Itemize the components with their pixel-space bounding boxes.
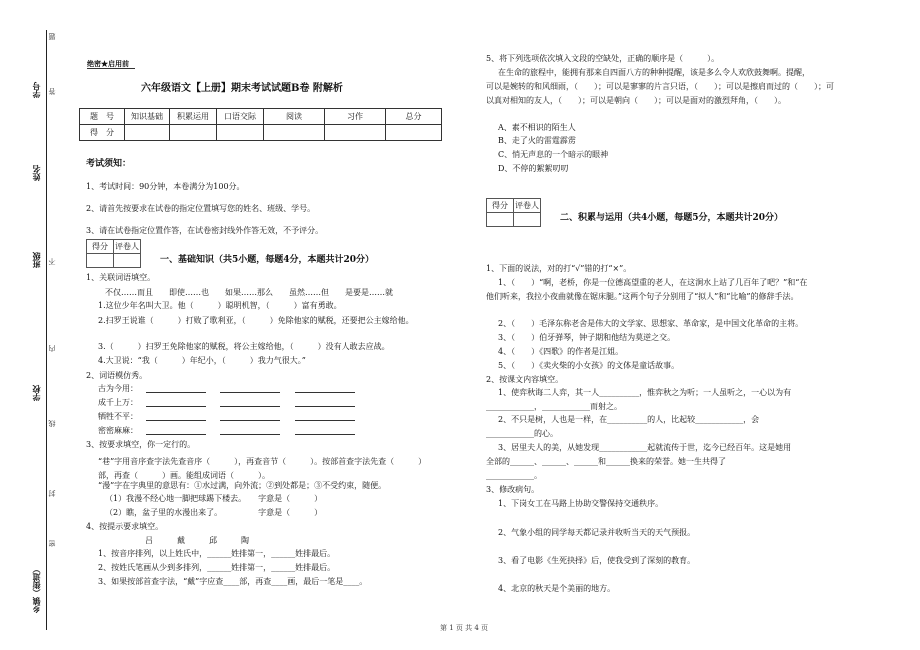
answer-blank [146,406,206,407]
page-footer: 第 1 页 共 4 页 [440,624,489,632]
answer-blank [146,434,206,435]
s2-line: ____________的心。 [486,429,558,438]
margin-mark-2: 答 [48,88,56,95]
s2-line: 3、（ ）伯牙弹琴，钟子期和他结为莫逆之交。 [498,333,676,342]
s1-line: 牺牲不平： [98,412,138,421]
notice-item: 3、请在试卷指定位置作答，在试卷密封线外作答无效，不予评分。 [86,226,324,235]
s2-line: 2、（ ）毛泽东称老舍是伟大的文学家、思想家、革命家，是中国文化革命的主将。 [498,319,804,328]
s2-line: 2、不只是树，人也是一样，在__________的人，比起较____________，会 [498,415,760,424]
s1-line: 4.大卫说：“我（ ）年纪小，（ ）我力气很大。” [98,356,306,365]
score-table-header-row [80,109,442,125]
option-b: B、走了火的雷霆霹雳 [498,136,576,145]
score-table-score-row [80,125,442,141]
score-cell [125,125,170,141]
scorer-score-label: 得分 [87,240,114,254]
margin-label-class: 班级 [31,252,41,268]
s1-line: 1.这位少年名叫大卫。他（ ）聪明机智，（ ）富有勇敢。 [98,301,342,310]
score-header-cell: 总分 [386,109,442,125]
s2-line: 1、下岗女工在马路上协助交警保持交通秩序。 [498,499,664,508]
score-cell [386,125,442,141]
s2-line: 4、北京的秋天是个美丽的地方。 [498,584,616,593]
answer-blank [220,420,280,421]
s1-line: 不仅……而且 即使……也 如果……那么 虽然……但 是要是……就 [105,288,393,297]
answer-blank [220,434,280,435]
page-title: 六年级语文【上册】期末考试试题B卷 附解析 [141,83,343,94]
s1-line: 1、关联词语填空。 [86,273,156,282]
s1-line: 2、词语模仿秀。 [86,371,148,380]
s2-line: 3、居里夫人的美，从她发现____________起就流传于世，迄今已经百年。这是她用 [498,443,792,452]
score-header-cell: 习作 [325,109,386,125]
scorer-score-cell [87,254,114,268]
scorer-reviewer-label: 评卷人 [514,199,541,213]
s2-line: 1、使弈秋诲二人弈，其一人__________，惟弈秋之为听；一人虽听之，一心以为有 [498,388,792,397]
scorer-box-section1 [86,239,141,268]
s2-line: 3、看了电影《生死抉择》后，使我受到了深刻的教育。 [498,556,696,565]
s2-line: ____________。 [486,471,542,480]
margin-mark-4: 内 [48,345,56,352]
s1-line: 2、按姓氏笔画从少到多排列，______姓排第一，______姓排最后。 [98,563,336,572]
answer-blank [295,392,355,393]
answer-blank [220,392,280,393]
margin-mark-5: 线 [48,420,56,427]
scorer-score-cell [487,213,514,227]
s1-line: 2.扫罗王说谁（ ）打败了歌利亚，（ ）免除他家的赋税，还要把公主嫁给他。 [98,316,414,325]
s2-line: 1、下面的说法，对的打“√”错的打“×”。 [486,264,632,273]
s1-line: “巷”字用音序查字法先查音序（ ），再查音节（ ）。按部首查字法先查（ ）部，再查（ ）画。能组成词语（ ）。 [98,457,427,480]
s1-line: 古为今用： [98,384,138,393]
notice-item: 1、考试时间：90分钟，本卷满分为100分。 [86,182,245,191]
margin-label-name: 姓名 [31,165,41,181]
option-a: A、素不相识的陌生人 [498,123,576,132]
secret-underline [87,68,135,69]
margin-mark-1: 题 [48,33,56,40]
notice-item: 2、请首先按要求在试卷的指定位置填写您的姓名、班级、学号。 [86,204,316,213]
margin-label-student-id: 学号 [31,82,41,98]
answer-blank [295,406,355,407]
s2-line: 5、（ ）《卖火柴的小女孩》的文体是童话故事。 [498,361,680,370]
score-header-cell: 口语交际 [217,109,264,125]
s2-line: 全部的______、______、______和______换来的荣誉。她一生共得了 [486,457,726,466]
score-cell [325,125,386,141]
s1-line: “漫”字在字典里的意思有：①水过满，向外流；②到处都是；③不受约束，随便。 [98,481,387,490]
s1-line: 3、如果按部首查字法，“戴”字应查____部，再查____画，最后一笔是____。 [98,577,368,586]
passage-line: 可以是婉转的和风细雨，（ ）；可以是寥寥的片言只语，（ ）；可以是擦肩而过的（ ）；可 [486,82,834,91]
secret-label: 绝密★启用前 [87,59,129,68]
section1-title: 一、基础知识（共5小题，每题4分，本题共计20分） [160,255,375,265]
s1-line: 密密麻麻： [98,426,138,435]
s1-line: 1、按音序排列，以上姓氏中，______姓排第一，______姓排最后。 [98,549,336,558]
option-c: C、悄无声息的一个暗示的眼神 [498,150,609,159]
scorer-reviewer-cell [514,213,541,227]
passage-line: 在生命的旅程中，能拥有那来自四面八方的种种提醒，该是多么令人欢欣鼓舞啊。提醒， [498,68,810,77]
s1-line: （1）我漫不经心地一脚把球踢下楼去。 字意是（ ） [105,494,323,503]
passage-line: 以真对相知的友人，（ ）；可以是朝向（ ）；可以是面对的激烈拜角，（ ）。 [486,96,786,105]
scorer-box-section2 [486,198,541,227]
answer-blank [295,420,355,421]
s2-line: 2、气象小组的同学每天都记录并收听当天的天气预报。 [498,528,696,537]
s2-line: 1、（ ）“啊，老桥，你是一位德高望重的老人，在这涧水上站了几百年了吧？”和“在 [498,278,808,287]
score-header-cell: 知识基础 [125,109,170,125]
s1-line: 4、按提示要求填空。 [86,522,164,531]
s2-line: 4、（ ）《四歌》的作者是江姐。 [498,347,624,356]
answer-blank [146,420,206,421]
score-header-cell: 题 号 [80,109,125,125]
score-cell [217,125,264,141]
scorer-reviewer-cell [114,254,141,268]
margin-mark-6: 封 [48,490,56,497]
s2-line: 3、修改病句。 [486,485,540,494]
margin-label-school: 学校 [31,385,41,401]
s1-line: 3.（ ）扫罗王免除他家的赋税，将公主嫁给他，（ ）没有人敢去应战。 [98,342,390,351]
answer-blank [220,406,280,407]
section2-title: 二、积累与运用（共4小题，每题5分，本题共计20分） [560,213,784,223]
scorer-reviewer-label: 评卷人 [114,240,141,254]
score-row-label: 得 分 [80,125,125,141]
score-cell [264,125,325,141]
score-cell [170,125,217,141]
notice-title: 考试须知： [86,159,132,169]
scorer-score-label: 得分 [487,199,514,213]
s2-line: 2、按课文内容填空。 [486,375,564,384]
s1-line: 3、按要求填空，你一定行的。 [86,440,196,449]
score-header-cell: 阅读 [264,109,325,125]
answer-blank [146,392,206,393]
s2-line: ____________，____________而射之。 [486,402,622,411]
s1-line: 吕 戴 邱 陶 [145,536,249,545]
answer-blank [295,434,355,435]
q5-stem: 5、将下列选项依次填入文段的空缺处，正确的顺序是（ ）。 [486,54,720,63]
s1-line: 成千上万： [98,398,138,407]
margin-mark-3: 不 [48,258,56,265]
option-d: D、不停的絮絮叨叨 [498,164,569,173]
margin-label-township: 乡镇（街道） [31,565,41,613]
s1-line: （2）瞧，盆子里的水漫出来了。 字意是（ ） [105,508,323,517]
score-table [79,108,442,141]
s2-line: 他们听来，我拉小夜曲就像在锯床腿。”这两个句子分别用了“拟人”和“比喻”的修辞手法。 [486,292,799,301]
margin-mark-7: 密 [48,540,56,547]
score-header-cell: 积累运用 [170,109,217,125]
